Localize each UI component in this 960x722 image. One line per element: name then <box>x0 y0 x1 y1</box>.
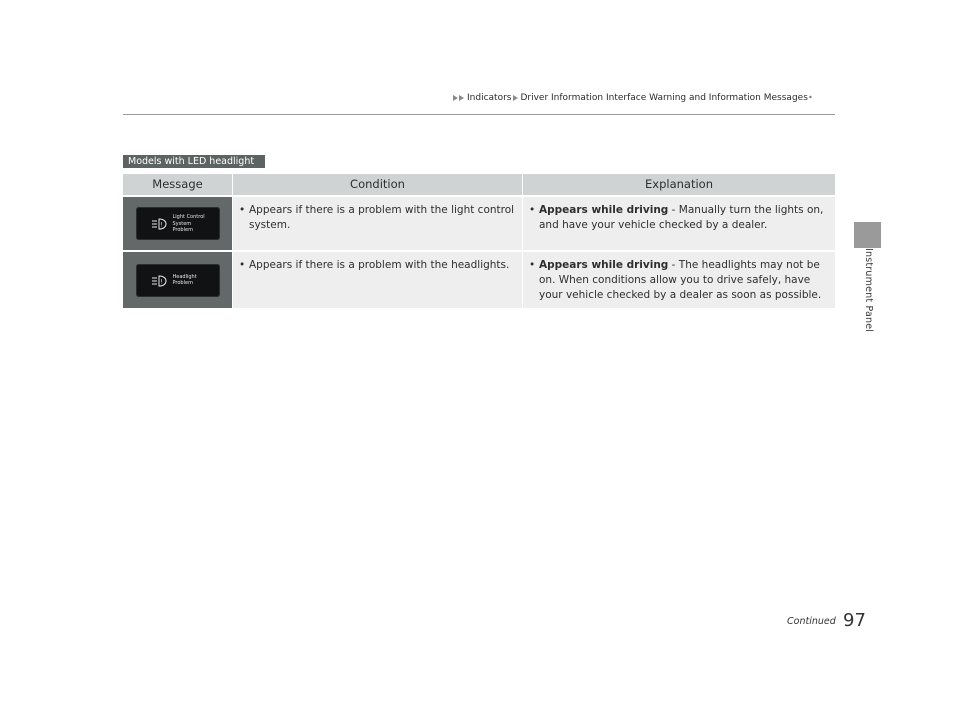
screen-text: Light Control System Problem <box>172 214 205 233</box>
explanation-bold: Appears while driving <box>539 204 669 216</box>
breadcrumb-section[interactable]: Indicators <box>467 93 512 103</box>
header-condition: Condition <box>233 174 522 195</box>
double-arrow-icon <box>453 95 465 101</box>
header-rule <box>123 114 835 115</box>
table-header <box>123 174 835 195</box>
message-cell <box>123 252 232 308</box>
chapter-tab[interactable] <box>854 222 881 248</box>
headlight-warning-icon <box>150 218 168 230</box>
breadcrumb <box>453 93 812 103</box>
condition-text: Appears if there is a problem with the headlights. <box>249 259 510 271</box>
breadcrumb-topic[interactable]: Driver Information Interface Warning and Information Messages <box>520 93 808 103</box>
table-row <box>123 197 835 250</box>
explanation-text: - The headlights may not be on. When conditions allow you to drive safely, have your vehicle checked by a dealer as soon as possible. <box>539 259 822 301</box>
page-number: 97 <box>843 610 866 631</box>
footnote-star: * <box>808 94 812 102</box>
message-cell <box>123 197 232 250</box>
continued-label: Continued <box>787 616 836 627</box>
explanation-cell: • Appears while driving - The headlights may not be on. When conditions allow you to drive safely, have your vehicle checked by a dealer as soon as possible. <box>523 252 835 308</box>
condition-text: Appears if there is a problem with the light control system. <box>249 204 515 231</box>
screen-text: Headlight Problem <box>172 273 197 286</box>
arrow-icon <box>513 95 518 101</box>
header-message: Message <box>123 174 232 195</box>
condition-cell: • Appears if there is a problem with the light control system. <box>233 197 522 250</box>
svg-text:!: ! <box>160 278 163 285</box>
header-explanation: Explanation <box>523 174 835 195</box>
explanation-text: - Manually turn the lights on, and have your vehicle checked by a dealer. <box>539 204 824 231</box>
condition-cell: • Appears if there is a problem with the headlights. <box>233 252 522 308</box>
display-screen <box>136 207 220 240</box>
explanation-cell: • Appears while driving - Manually turn the lights on, and have your vehicle checked by a dealer. <box>523 197 835 250</box>
display-screen <box>136 264 220 297</box>
headlight-warning-icon <box>150 275 168 287</box>
models-tag: Models with LED headlight <box>123 155 265 168</box>
explanation-bold: Appears while driving <box>539 259 669 271</box>
chapter-label: Instrument Panel <box>863 248 874 333</box>
table-row <box>123 252 835 308</box>
svg-text:!: ! <box>160 221 163 229</box>
